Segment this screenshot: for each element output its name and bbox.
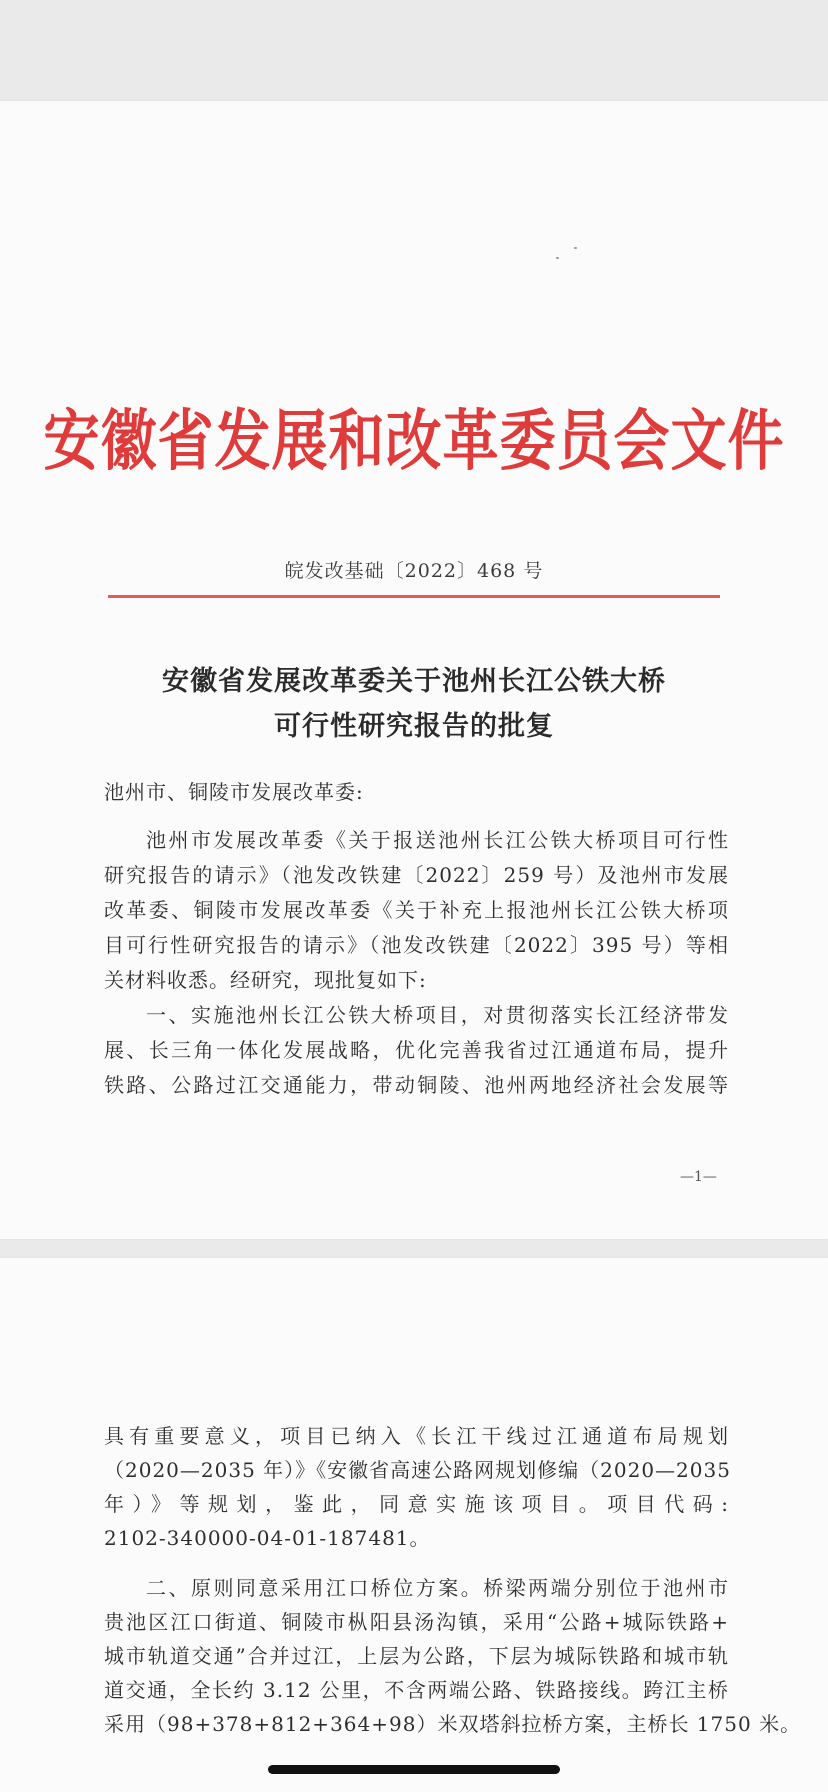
document-header-title: 安徽省发展和改革委员会文件: [43, 401, 785, 480]
body-line: 铁路、公路过江交通能力，带动铜陵、池州两地经济社会发展等: [104, 1073, 729, 1097]
body-line: 2102-340000-04-01-187481。: [104, 1526, 431, 1550]
home-indicator[interactable]: [268, 1765, 560, 1774]
salutation: 池州市、铜陵市发展改革委:: [104, 780, 364, 804]
body-line: 具有重要意义，项目已纳入《长江干线过江通道布局规划: [104, 1424, 729, 1448]
body-line: 道交通，全长约 3.12 公里，不含两端公路、铁路接线。跨江主桥: [104, 1678, 729, 1702]
body-line: 一、实施池州长江公铁大桥项目，对贯彻落实长江经济带发: [146, 1003, 729, 1027]
scan-speck: [556, 257, 559, 259]
body-line: 池州市发展改革委《关于报送池州长江公铁大桥项目可行性: [146, 828, 729, 852]
body-line: 展、长三角一体化发展战略，优化完善我省过江通道布局，提升: [104, 1038, 729, 1062]
document-number: 皖发改基础〔2022〕468 号: [284, 560, 544, 582]
red-divider-line: [108, 595, 720, 598]
body-line: 改革委、铜陵市发展改革委《关于补充上报池州长江公铁大桥项: [104, 898, 729, 922]
body-line: 目可行性研究报告的请示》（池发改铁建〔2022〕395 号）等相: [104, 933, 729, 957]
body-line: 二、原则同意采用江口桥位方案。桥梁两端分别位于池州市: [146, 1576, 729, 1600]
document-title-line-2: 可行性研究报告的批复: [274, 711, 554, 742]
body-line: 年）》等规划，鉴此，同意实施该项目。项目代码:: [104, 1492, 729, 1516]
body-line: 城市轨道交通”合并过江，上层为公路，下层为城际铁路和城市轨: [104, 1644, 729, 1668]
page-number: —1—: [680, 1169, 717, 1185]
body-line: 贵池区江口街道、铜陵市枞阳县汤沟镇，采用“公路+城际铁路+: [104, 1610, 729, 1634]
document-page-2: [0, 1258, 828, 1792]
document-title-line-1: 安徽省发展改革委关于池州长江公铁大桥: [162, 666, 666, 697]
body-line: 关材料收悉。经研究，现批复如下:: [104, 968, 427, 992]
body-line: 采用（98+378+812+364+98）米双塔斜拉桥方案，主桥长 1750 米。: [104, 1712, 802, 1736]
scan-speck: [574, 247, 577, 249]
body-line: 研究报告的请示》（池发改铁建〔2022〕259 号）及池州市发展: [104, 863, 729, 887]
document-page-1: [0, 101, 828, 1239]
body-line: （2020—2035 年）》《安徽省高速公路网规划修编（2020—2035: [104, 1458, 731, 1482]
